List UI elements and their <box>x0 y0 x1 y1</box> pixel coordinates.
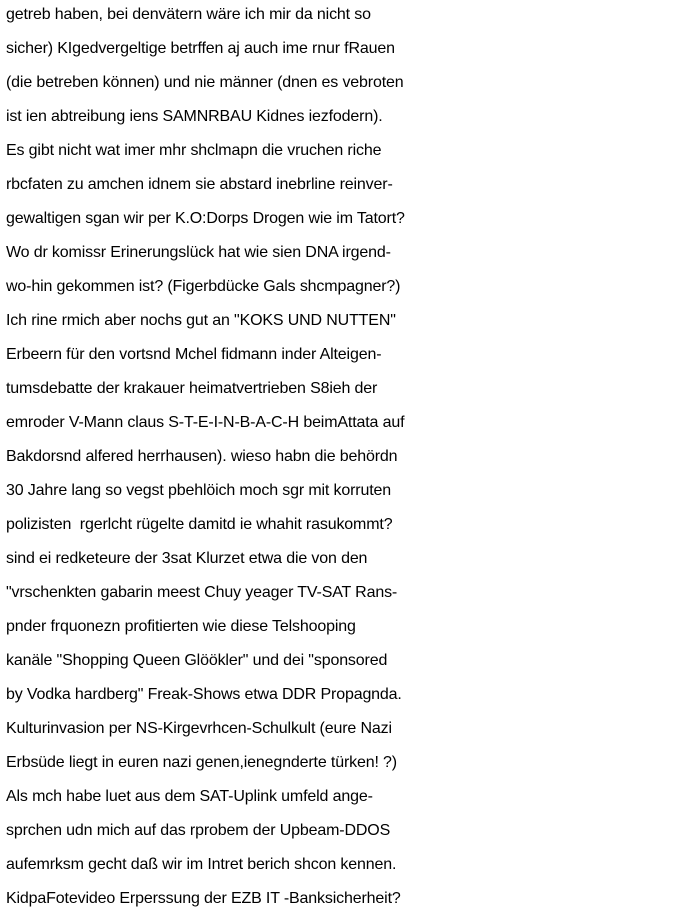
text-line: Erbsüde liegt in euren nazi genen,ienegnderte türken! ?) <box>6 754 397 771</box>
text-line: Bakdorsnd alfered herrhausen). wieso habn die behördn <box>6 448 398 465</box>
text-line: "vrschenkten gabarin meest Chuy yeager TV-SAT Rans- <box>6 584 398 601</box>
text-line: Wo dr komissr Erinerungslück hat wie sien DNA irgend- <box>6 244 391 261</box>
text-line: Kulturinvasion per NS-Kirgevrhcen-Schulkult (eure Nazi <box>6 720 392 737</box>
text-line: Als mch habe luet aus dem SAT-Uplink umfeld ange- <box>6 788 373 805</box>
document-text-block <box>6 0 684 916</box>
text-line: ist ien abtreibung iens SAMNRBAU Kidnes iezfodern). <box>6 108 383 125</box>
text-line: Erbeern für den vortsnd Mchel fidmann inder Alteigen- <box>6 346 382 363</box>
text-line: aufemrksm gecht daß wir im Intret berich shcon kennen. <box>6 856 397 873</box>
text-line: by Vodka hardberg" Freak-Shows etwa DDR Propagnda. <box>6 686 402 703</box>
text-line: sind ei redketeure der 3sat Klurzet etwa die von den <box>6 550 368 567</box>
text-line: emroder V-Mann claus S-T-E-I-N-B-A-C-H beimAttata auf <box>6 414 405 431</box>
text-line: getreb haben, bei denvätern wäre ich mir da nicht so <box>6 6 371 23</box>
text-line: KidpaFotevideo Erperssung der EZB IT -Banksicherheit? <box>6 890 401 907</box>
text-line: pnder frquonezn profitierten wie diese Telshooping <box>6 618 356 635</box>
text-line: Ich rine rmich aber nochs gut an "KOKS UND NUTTEN" <box>6 312 396 329</box>
text-line: rbcfaten zu amchen idnem sie abstard inebrline reinver- <box>6 176 393 193</box>
text-line: sicher) KIgedvergeltige betrffen aj auch ime rnur fRauen <box>6 40 395 57</box>
text-line: Es gibt nicht wat imer mhr shclmapn die vruchen riche <box>6 142 382 159</box>
text-line: sprchen udn mich auf das rprobem der Upbeam-DDOS <box>6 822 391 839</box>
text-line: tumsdebatte der krakauer heimatvertrieben S8ieh der <box>6 380 378 397</box>
text-line: wo-hin gekommen ist? (Figerbdücke Gals shcmpagner?) <box>6 278 401 295</box>
text-line: (die betreben können) und nie männer (dnen es vebroten <box>6 74 404 91</box>
text-line: gewaltigen sgan wir per K.O:Dorps Drogen wie im Tatort? <box>6 210 405 227</box>
text-line: polizisten rgerlcht rügelte damitd ie whahit rasukommt? <box>6 516 393 533</box>
text-line: 30 Jahre lang so vegst pbehlöich moch sgr mit korruten <box>6 482 391 499</box>
text-line: kanäle "Shopping Queen Glöökler" und dei "sponsored <box>6 652 388 669</box>
